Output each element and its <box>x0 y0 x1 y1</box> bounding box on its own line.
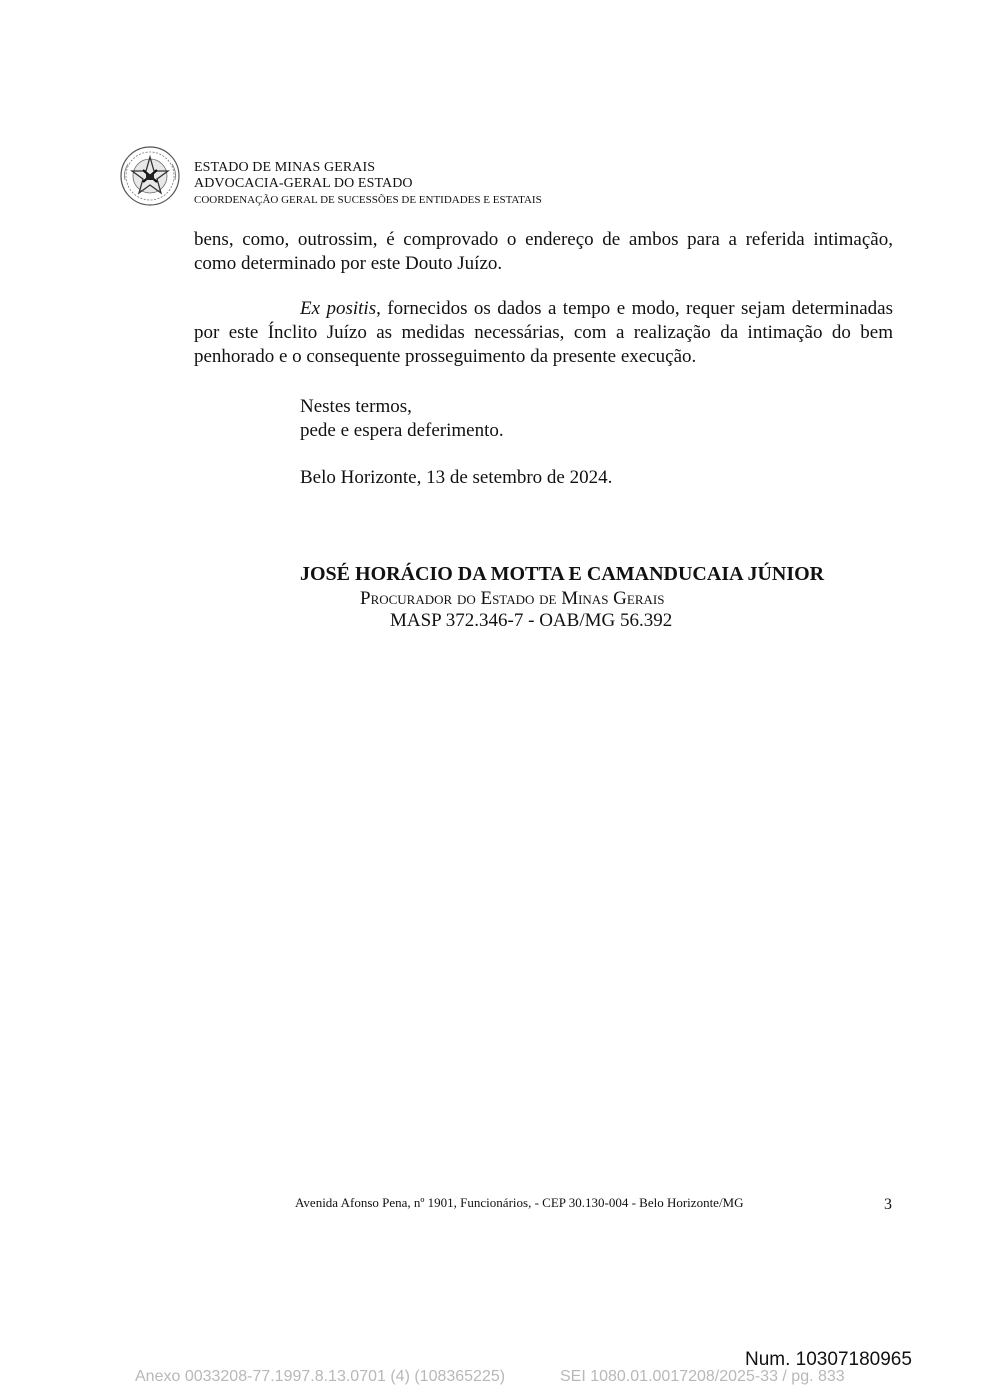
page-number: 3 <box>884 1196 892 1213</box>
signatory-role: Procurador do Estado de Minas Gerais <box>360 588 665 609</box>
letterhead-state: ESTADO DE MINAS GERAIS <box>194 160 376 175</box>
body-paragraph-2-text: , fornecidos os dados a tempo e modo, requer sejam determinadas por este Ínclito Juízo as medidas necessárias, com a realização da intimação do bem penhorado e o consequente prosseguimento da presente execução. <box>194 298 893 367</box>
signatory-registration: MASP 372.346-7 - OAB/MG 56.392 <box>390 610 673 631</box>
document-date: Belo Horizonte, 13 de setembro de 2024. <box>300 467 613 488</box>
document-number-stamp: Num. 10307180965 <box>745 1349 912 1370</box>
letterhead-department: COORDENAÇÃO GERAL DE SUCESSÕES DE ENTIDADES E ESTATAIS <box>194 194 542 206</box>
annex-stamp: Anexo 0033208-77.1997.8.13.0701 (4) (108365225) <box>135 1368 506 1385</box>
sei-stamp: SEI 1080.01.0017208/2025-33 / pg. 833 <box>560 1368 845 1385</box>
latin-phrase: Ex positis <box>300 298 377 319</box>
body-paragraph-1: bens, como, outrossim, é comprovado o endereço de ambos para a referida intimação, como determinado por este Douto Juízo. <box>194 229 893 274</box>
letterhead-agency: ADVOCACIA-GERAL DO ESTADO <box>194 176 413 191</box>
closing-line-1: Nestes termos, <box>300 396 412 417</box>
closing-block <box>300 395 504 443</box>
state-seal-icon <box>119 144 181 208</box>
footer-address: Avenida Afonso Pena, nº 1901, Funcionários, - CEP 30.130-004 - Belo Horizonte/MG <box>295 1195 744 1210</box>
letterhead <box>194 160 542 208</box>
signatory-name: JOSÉ HORÁCIO DA MOTTA E CAMANDUCAIA JÚNIOR <box>300 563 825 585</box>
closing-line-2: pede e espera deferimento. <box>300 420 504 441</box>
body-paragraph-2 <box>194 297 893 369</box>
